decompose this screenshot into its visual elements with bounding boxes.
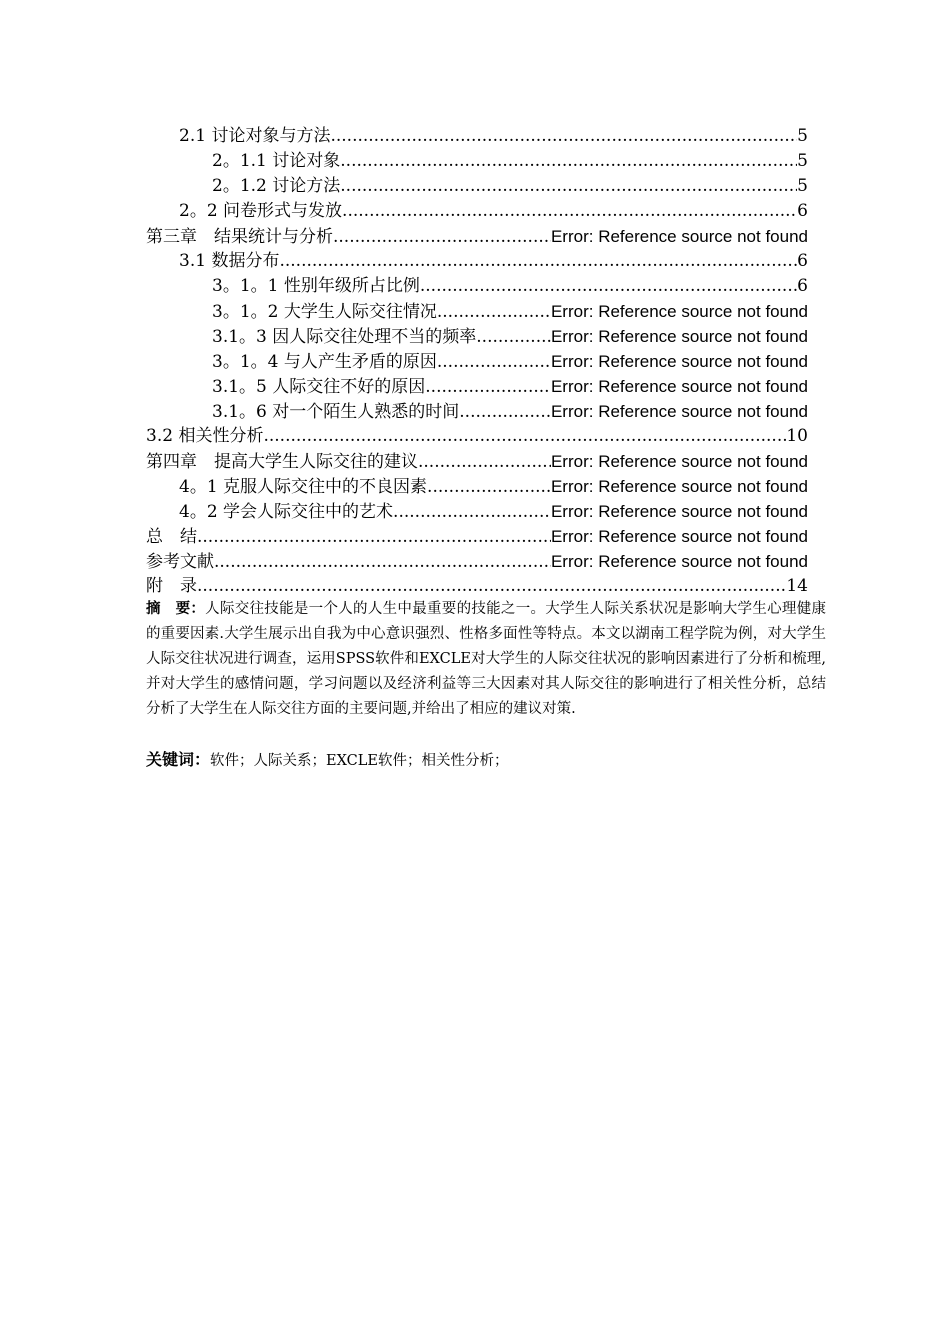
toc-entry-page: Error: Reference source not found (550, 552, 808, 571)
toc-dot-leader (342, 199, 797, 224)
toc-entry-page: Error: Reference source not found (550, 352, 808, 371)
toc-dot-leader (393, 500, 551, 525)
toc-entry[interactable] (146, 324, 808, 349)
toc-dot-leader (214, 550, 551, 575)
toc-entry[interactable] (146, 374, 808, 399)
toc-entry[interactable] (146, 549, 808, 574)
toc-entry-page: 6 (797, 276, 808, 296)
toc-entry[interactable] (146, 524, 808, 549)
toc-entry-title: 参考文献 (146, 552, 214, 572)
toc-entry[interactable] (146, 174, 808, 199)
toc-entry-page: Error: Reference source not found (550, 527, 808, 546)
keywords-text: 软件；人际关系；EXCLE软件；相关性分析； (210, 753, 509, 769)
toc-entry-title: 2。1.2 讨论方法 (212, 176, 341, 196)
toc-entry-title: 3.1。5 人际交往不好的原因 (212, 377, 426, 397)
abstract (146, 597, 826, 722)
toc-dot-leader (437, 300, 551, 325)
toc-dot-leader (476, 325, 551, 350)
toc-entry-page: Error: Reference source not found (550, 402, 808, 421)
toc-entry-page: Error: Reference source not found (550, 452, 808, 471)
toc-entry[interactable] (146, 574, 808, 599)
toc-entry-page: 5 (797, 151, 808, 171)
toc-entry-title: 4。1 克服人际交往中的不良因素 (179, 477, 428, 497)
toc-entry-title: 附 录 (146, 576, 197, 596)
toc-entry-title: 3.2 相关性分析 (146, 426, 264, 446)
table-of-contents (146, 124, 808, 599)
toc-entry[interactable] (146, 474, 808, 499)
toc-dot-leader (197, 574, 786, 599)
toc-dot-leader (427, 475, 551, 500)
toc-entry-page: Error: Reference source not found (550, 227, 808, 246)
toc-entry[interactable] (146, 349, 808, 374)
toc-entry[interactable] (146, 224, 808, 249)
toc-entry[interactable] (146, 399, 808, 424)
toc-entry[interactable] (146, 249, 808, 274)
toc-entry-title: 3。1。1 性别年级所占比例 (212, 276, 420, 296)
keywords-label: 关键词： (146, 750, 211, 769)
toc-entry-title: 2。1.1 讨论对象 (212, 151, 341, 171)
toc-dot-leader (420, 274, 797, 299)
toc-entry[interactable] (146, 499, 808, 524)
toc-entry-page: 6 (797, 201, 808, 221)
toc-entry-page: 10 (786, 426, 808, 446)
toc-entry-page: Error: Reference source not found (550, 377, 808, 396)
toc-entry-title: 4。2 学会人际交往中的艺术 (179, 502, 394, 522)
toc-dot-leader (197, 525, 551, 550)
toc-dot-leader (418, 450, 551, 475)
toc-entry-title: 2.1 讨论对象与方法 (179, 126, 331, 146)
toc-entry-title: 3.1。6 对一个陌生人熟悉的时间 (212, 402, 460, 422)
toc-dot-leader (279, 249, 797, 274)
abstract-label: 摘 要： (146, 601, 206, 617)
toc-dot-leader (425, 375, 551, 400)
toc-dot-leader (333, 225, 551, 250)
toc-dot-leader (459, 400, 551, 425)
toc-entry-title: 3。1。2 大学生人际交往情况 (212, 302, 437, 322)
toc-dot-leader (330, 124, 797, 149)
toc-entry-page: 5 (797, 176, 808, 196)
toc-entry[interactable] (146, 149, 808, 174)
toc-dot-leader (340, 174, 797, 199)
toc-entry-title: 3。1。4 与人产生矛盾的原因 (212, 352, 437, 372)
abstract-text: 人际交往技能是一个人的人生中最重要的技能之一。大学生人际关系状况是影响大学生心理健康的重要因素.大学生展示出自我为中心意识强烈、性格多面性等特点。本文以湖南工程学院为例，对大学生人际交往状况进行调查，运用SPSS软件和EXCLE对大学生的人际交往状况的影响因素进行了分析和梳理,并对大学生的感情问题，学习问题以及经济利益等三大因素对其人际交往的影响进行了相关性分析，总结分析了大学生在人际交往方面的主要问题,并给出了相应的建议对策. (146, 601, 826, 717)
toc-entry-page: Error: Reference source not found (550, 302, 808, 321)
toc-entry[interactable] (146, 449, 808, 474)
toc-entry-page: 14 (786, 576, 808, 596)
toc-dot-leader (437, 350, 551, 375)
toc-entry[interactable] (146, 199, 808, 224)
toc-dot-leader (263, 424, 786, 449)
toc-entry-page: Error: Reference source not found (550, 477, 808, 496)
toc-entry-title: 2。2 问卷形式与发放 (179, 201, 343, 221)
toc-entry-title: 3.1 数据分布 (179, 251, 280, 271)
toc-entry-title: 总 结 (146, 527, 197, 547)
toc-entry-page: 5 (797, 126, 808, 146)
toc-entry-title: 第三章 结果统计与分析 (146, 227, 333, 247)
toc-entry-page: Error: Reference source not found (550, 327, 808, 346)
toc-entry-page: 6 (797, 251, 808, 271)
keywords (146, 747, 826, 774)
toc-entry[interactable] (146, 124, 808, 149)
toc-entry[interactable] (146, 424, 808, 449)
toc-dot-leader (340, 149, 797, 174)
toc-entry-title: 第四章 提高大学生人际交往的建议 (146, 452, 418, 472)
toc-entry[interactable] (146, 274, 808, 299)
toc-entry-page: Error: Reference source not found (550, 502, 808, 521)
toc-entry[interactable] (146, 299, 808, 324)
toc-entry-title: 3.1。3 因人际交往处理不当的频率 (212, 327, 477, 347)
